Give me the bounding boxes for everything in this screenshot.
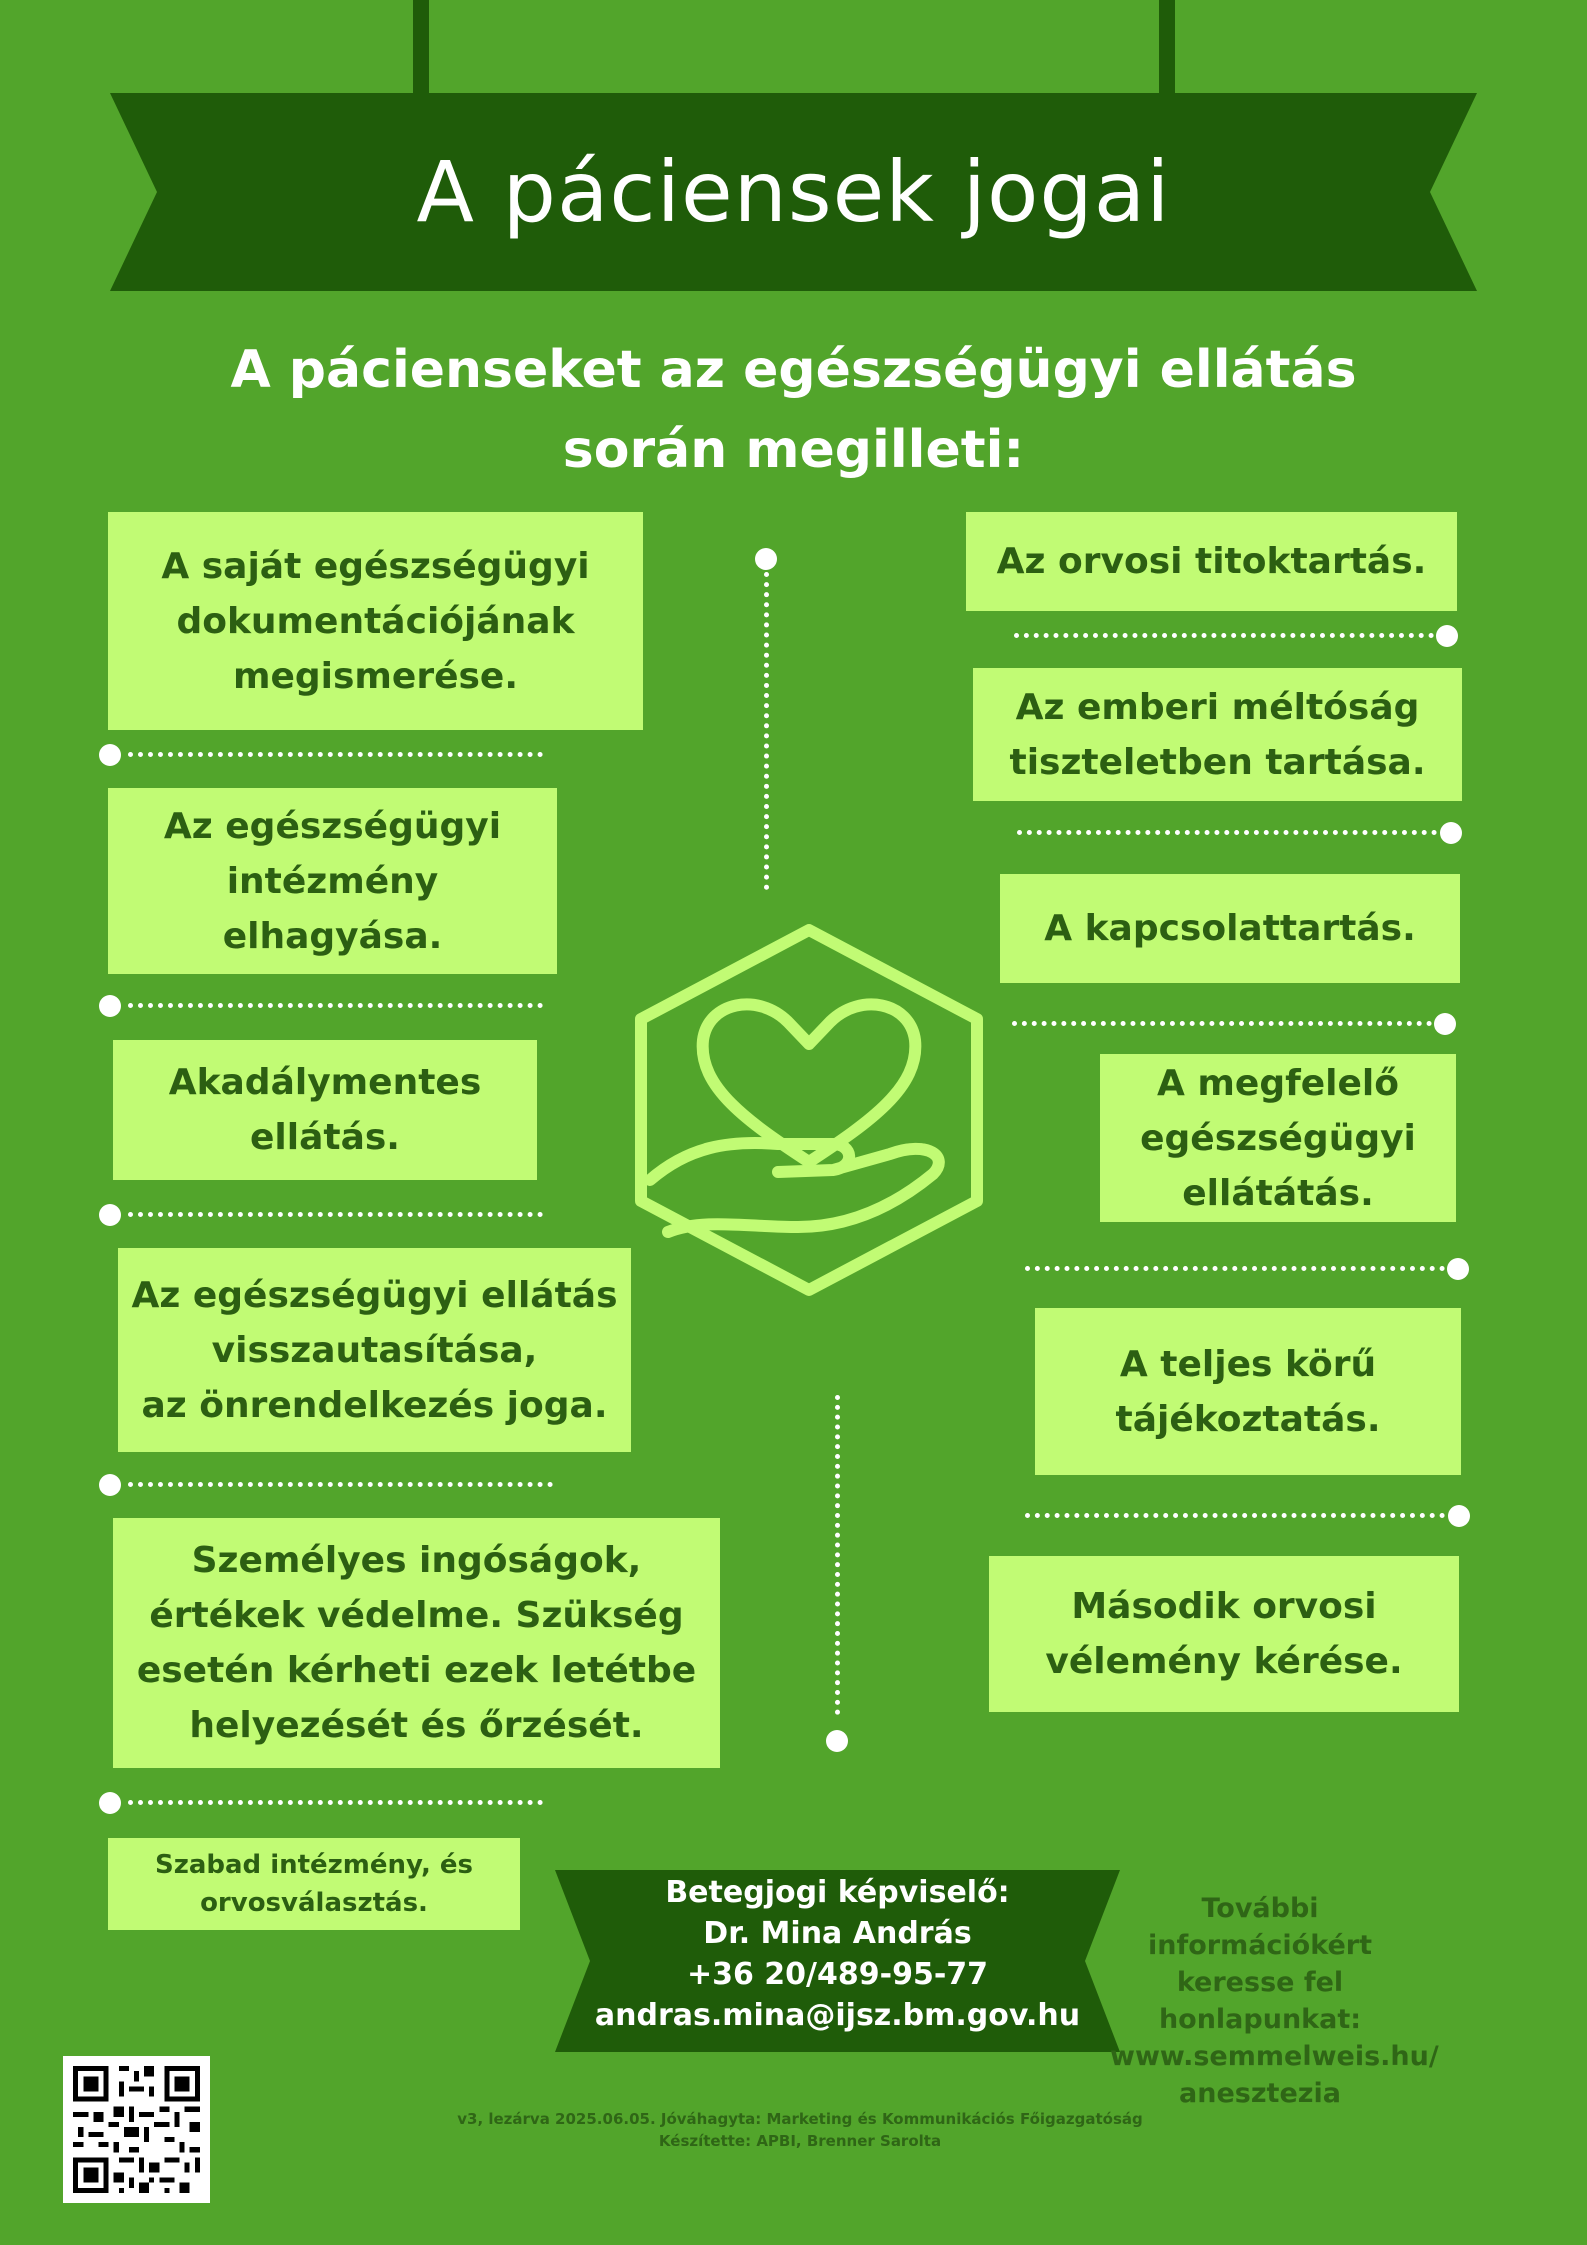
left-item-refuse-care	[118, 1248, 631, 1452]
left-item-label: A saját egészségügyi dokumentációjának megismerése.	[161, 545, 590, 697]
dotted-separator	[1012, 1021, 1432, 1026]
left-item-label: Szabad intézmény, és orvosválasztás.	[154, 1850, 474, 1918]
right-item-second-opinion	[989, 1556, 1459, 1712]
dotted-connector	[764, 572, 769, 890]
left-item-personal-belongings	[113, 1518, 720, 1768]
separator-dot	[1440, 822, 1462, 844]
connector-dot	[826, 1730, 848, 1752]
right-item-label: A teljes körű tájékoztatás.	[1115, 1343, 1381, 1440]
contact-info	[560, 1872, 1115, 2036]
dotted-separator	[1025, 1513, 1445, 1518]
dotted-separator	[1025, 1266, 1445, 1271]
right-item-full-information	[1035, 1308, 1461, 1475]
right-item-contact-keeping	[1000, 874, 1460, 983]
contact-heading: Betegjogi képviselő:	[665, 1875, 1010, 1910]
right-item-confidentiality	[966, 512, 1457, 611]
left-item-label: Személyes ingóságok, értékek védelme. Szükség esetén kérheti ezek letétbe helyezését és őrzését.	[136, 1540, 697, 1746]
separator-dot	[1436, 625, 1458, 647]
separator-dot	[1448, 1505, 1470, 1527]
dotted-separator	[128, 1800, 543, 1805]
left-item-leave-institution	[108, 788, 557, 974]
contact-name: Dr. Mina András	[703, 1916, 972, 1951]
right-item-label: A megfelelő egészségügyi ellátátás.	[1140, 1062, 1416, 1214]
separator-dot	[1434, 1013, 1456, 1035]
footer	[300, 2108, 1300, 2152]
dotted-separator	[128, 1212, 543, 1217]
qr-code-icon[interactable]	[63, 2056, 210, 2203]
contact-email[interactable]: andras.mina@ijsz.bm.gov.hu	[594, 1998, 1081, 2033]
right-item-label: A kapcsolattartás.	[1044, 908, 1416, 949]
qr-code-pattern	[63, 2056, 210, 2203]
contact-phone[interactable]: +36 20/489-95-77	[686, 1957, 989, 1992]
left-item-label: Az egészségügyi ellátás visszautasítása, az önrendelkezés joga.	[131, 1274, 618, 1426]
dotted-separator	[128, 752, 543, 757]
dotted-separator	[128, 1003, 543, 1008]
further-info-text: További információkért keresse fel honlapunkat: www.semmelweis.hu/ anesztezia	[1110, 1893, 1439, 2109]
footer-line-author: Készítette: APBI, Brenner Sarolta	[658, 2132, 942, 2150]
dotted-connector	[835, 1395, 840, 1715]
left-item-documentation	[108, 512, 643, 730]
left-item-accessible-care	[113, 1040, 537, 1180]
dotted-separator	[1014, 633, 1434, 638]
right-item-human-dignity	[973, 668, 1462, 801]
right-item-proper-care	[1100, 1054, 1456, 1222]
separator-dot	[99, 744, 121, 766]
separator-dot	[99, 995, 121, 1017]
left-item-label: Akadálymentes ellátás.	[168, 1062, 482, 1158]
separator-dot	[99, 1474, 121, 1496]
separator-dot	[1447, 1258, 1469, 1280]
left-item-label: Az egészségügyi intézmény elhagyása.	[163, 805, 502, 957]
separator-dot	[99, 1792, 121, 1814]
right-item-label: Második orvosi vélemény kérése.	[1045, 1586, 1403, 1682]
dotted-separator	[1017, 830, 1437, 835]
left-item-free-choice	[108, 1838, 520, 1930]
footer-line-approval: v3, lezárva 2025.06.05. Jóváhagyta: Marketing és Kommunikációs Főigazgatóság	[457, 2110, 1143, 2128]
dotted-separator	[128, 1482, 553, 1487]
right-item-label: Az orvosi titoktartás.	[996, 541, 1427, 582]
banner-hanger-left	[413, 0, 429, 100]
subtitle-text: A pácienseket az egészségügyi ellátás során megilleti:	[230, 340, 1357, 480]
page-title: A páciensek jogai	[416, 143, 1171, 241]
heart-in-hand-icon	[628, 922, 990, 1298]
connector-dot	[755, 548, 777, 570]
right-item-label: Az emberi méltóság tiszteletben tartása.	[1009, 686, 1426, 783]
separator-dot	[99, 1204, 121, 1226]
page-subtitle	[160, 330, 1427, 490]
banner-hanger-right	[1159, 0, 1175, 100]
